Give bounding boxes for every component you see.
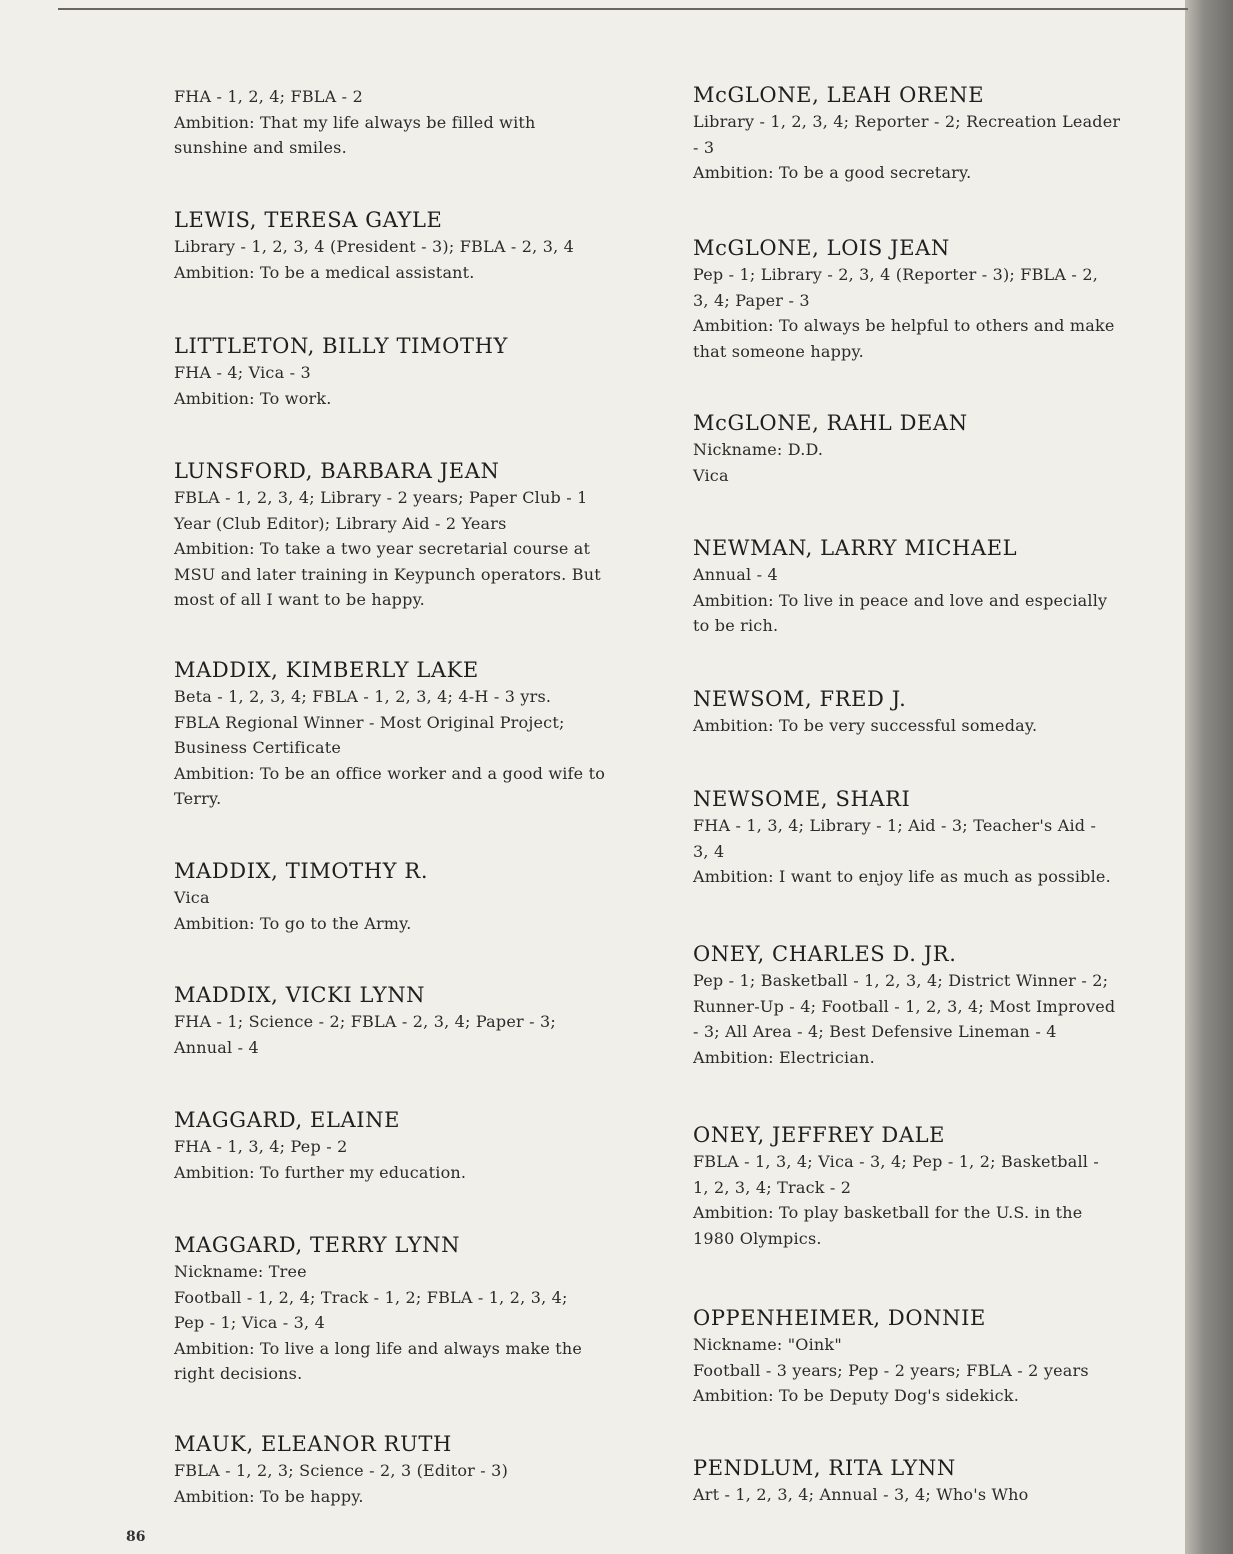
senior-entry bbox=[693, 534, 1163, 639]
senior-entry bbox=[174, 457, 659, 613]
entry-detail-line: Ambition: To be happy. bbox=[174, 1486, 364, 1506]
senior-entry bbox=[174, 332, 659, 411]
entry-detail-line: that someone happy. bbox=[693, 341, 864, 361]
entry-detail-line: Football - 3 years; Pep - 2 years; FBLA - 2 years bbox=[693, 1360, 1089, 1380]
entry-detail-line: Library - 1, 2, 3, 4 (President - 3); FBLA - 2, 3, 4 bbox=[174, 237, 575, 256]
entry-detail-line: Art - 1, 2, 3, 4; Annual - 3, 4; Who's Who bbox=[693, 1485, 1029, 1504]
entry-detail-line: Pep - 1; Library - 2, 3, 4 (Reporter - 3); FBLA - 2, bbox=[693, 265, 1098, 284]
entry-detail-line: MSU and later training in Keypunch operators. But bbox=[174, 564, 601, 584]
entry-detail-line: Vica bbox=[693, 465, 729, 485]
entry-detail-line: to be rich. bbox=[693, 616, 779, 635]
entry-detail-line: Ambition: To be very successful someday. bbox=[693, 716, 1038, 735]
entry-detail-line: Ambition: To take a two year secretarial course at bbox=[174, 539, 591, 558]
student-name: MAGGARD, TERRY LYNN bbox=[174, 1233, 461, 1257]
entry-detail-line: Year (Club Editor); Library Aid - 2 Years bbox=[174, 513, 507, 533]
entry-detail-line: FHA - 1; Science - 2; FBLA - 2, 3, 4; Paper - 3; bbox=[174, 1012, 556, 1031]
entry-detail-line: 1, 2, 3, 4; Track - 2 bbox=[693, 1177, 852, 1197]
senior-entry bbox=[693, 785, 1163, 890]
entry-detail-line: Annual - 4 bbox=[693, 565, 778, 584]
entry-detail-line: FBLA Regional Winner - Most Original Project; bbox=[174, 712, 565, 732]
entry-detail-line: 3, 4 bbox=[693, 841, 725, 861]
entry-detail-line: Ambition: To work. bbox=[174, 388, 332, 408]
senior-entry bbox=[693, 1304, 1163, 1409]
student-name: MAUK, ELEANOR RUTH bbox=[174, 1432, 452, 1456]
senior-entry bbox=[174, 656, 659, 812]
entry-detail-line: Ambition: To be a medical assistant. bbox=[174, 262, 475, 282]
entry-detail-line: Nickname: Tree bbox=[174, 1262, 307, 1281]
senior-entry bbox=[174, 1231, 659, 1387]
entry-detail-line: FHA - 1, 3, 4; Library - 1; Aid - 3; Teacher's Aid - bbox=[693, 816, 1097, 835]
entry-detail-line: Business Certificate bbox=[174, 738, 342, 757]
entry-detail-line: Football - 1, 2, 4; Track - 1, 2; FBLA - 1, 2, 3, 4; bbox=[174, 1287, 568, 1307]
entry-detail-line: Ambition: I want to enjoy life as much as possible. bbox=[693, 867, 1111, 886]
entry-detail-line: right decisions. bbox=[174, 1364, 303, 1383]
student-name: OPPENHEIMER, DONNIE bbox=[693, 1306, 986, 1330]
student-name: McGLONE, RAHL DEAN bbox=[693, 411, 968, 435]
page-number: 86 bbox=[126, 1529, 146, 1545]
senior-entry bbox=[693, 1454, 1163, 1508]
entry-detail-line: Ambition: To be a good secretary. bbox=[693, 163, 972, 182]
senior-entry bbox=[174, 1430, 659, 1509]
entry-detail-line: Ambition: To go to the Army. bbox=[174, 913, 412, 933]
entry-detail-line: Pep - 1; Vica - 3, 4 bbox=[174, 1313, 325, 1332]
entry-detail-line: Ambition: To live in peace and love and especially bbox=[693, 590, 1108, 610]
entry-detail-line: - 3 bbox=[693, 137, 715, 157]
student-name: MADDIX, VICKI LYNN bbox=[174, 983, 426, 1007]
senior-entry bbox=[693, 1121, 1163, 1251]
student-name: MADDIX, TIMOTHY R. bbox=[174, 859, 429, 883]
entry-detail-line: FBLA - 1, 3, 4; Vica - 3, 4; Pep - 1, 2; Basketball - bbox=[693, 1152, 1100, 1171]
senior-entry bbox=[174, 206, 659, 285]
student-name: NEWMAN, LARRY MICHAEL bbox=[693, 536, 1018, 560]
entry-detail-line: Pep - 1; Basketball - 1, 2, 3, 4; District Winner - 2; bbox=[693, 971, 1109, 990]
student-name: McGLONE, LOIS JEAN bbox=[693, 236, 950, 260]
entry-detail-line: Vica bbox=[174, 888, 210, 907]
entry-detail-line: sunshine and smiles. bbox=[174, 138, 347, 157]
entry-detail-line: 1980 Olympics. bbox=[693, 1228, 822, 1248]
entry-detail-line: 3, 4; Paper - 3 bbox=[693, 290, 810, 310]
entry-detail-line: Library - 1, 2, 3, 4; Reporter - 2; Recreation Leader bbox=[693, 112, 1121, 131]
entry-detail-line: Ambition: That my life always be filled with bbox=[174, 112, 536, 132]
senior-entry bbox=[174, 857, 659, 936]
entry-detail-line: Beta - 1, 2, 3, 4; FBLA - 1, 2, 3, 4; 4-H - 3 yrs. bbox=[174, 687, 552, 706]
entry-detail-line: Ambition: To live a long life and always make the bbox=[174, 1338, 583, 1358]
entry-detail-line: Nickname: "Oink" bbox=[693, 1335, 842, 1354]
student-name: MAGGARD, ELAINE bbox=[174, 1108, 401, 1132]
entry-detail-line: - 3; All Area - 4; Best Defensive Lineman - 4 bbox=[693, 1022, 1057, 1041]
entry-detail-line: Ambition: To always be helpful to others and make bbox=[693, 316, 1115, 335]
student-name: LUNSFORD, BARBARA JEAN bbox=[174, 459, 500, 483]
entry-detail-line: most of all I want to be happy. bbox=[174, 590, 425, 609]
entry-detail-line: FBLA - 1, 2, 3; Science - 2, 3 (Editor - 3) bbox=[174, 1461, 509, 1480]
entry-detail-line: Ambition: To play basketball for the U.S. in the bbox=[693, 1203, 1083, 1222]
entry-detail-line: Ambition: To be an office worker and a good wife to bbox=[174, 763, 606, 783]
entry-detail-line: FHA - 1, 2, 4; FBLA - 2 bbox=[174, 87, 363, 106]
senior-entry bbox=[174, 981, 659, 1060]
student-name: ONEY, CHARLES D. JR. bbox=[693, 942, 957, 966]
student-name: LEWIS, TERESA GAYLE bbox=[174, 208, 443, 232]
entry-detail-line: Runner-Up - 4; Football - 1, 2, 3, 4; Most Improved bbox=[693, 996, 1116, 1016]
senior-entry bbox=[693, 940, 1163, 1070]
entry-detail-line: FHA - 1, 3, 4; Pep - 2 bbox=[174, 1137, 348, 1156]
page-binding-edge bbox=[1185, 0, 1233, 1554]
student-name: McGLONE, LEAH ORENE bbox=[693, 83, 985, 107]
entry-detail-line: Annual - 4 bbox=[174, 1037, 259, 1057]
entry-detail-line: Terry. bbox=[174, 789, 222, 808]
senior-entry bbox=[693, 81, 1163, 186]
student-name: ONEY, JEFFREY DALE bbox=[693, 1123, 946, 1147]
senior-entry bbox=[174, 84, 659, 161]
entry-detail-line: Ambition: To be Deputy Dog's sidekick. bbox=[693, 1386, 1019, 1405]
senior-entry bbox=[174, 1106, 659, 1185]
student-name: NEWSOM, FRED J. bbox=[693, 687, 907, 711]
top-rule bbox=[58, 8, 1188, 10]
senior-entry bbox=[693, 685, 1163, 739]
entry-detail-line: Ambition: Electrician. bbox=[693, 1047, 875, 1067]
entry-detail-line: FHA - 4; Vica - 3 bbox=[174, 363, 311, 382]
student-name: PENDLUM, RITA LYNN bbox=[693, 1456, 956, 1480]
entry-detail-line: Ambition: To further my education. bbox=[174, 1162, 467, 1182]
senior-entry bbox=[693, 409, 1163, 488]
student-name: NEWSOME, SHARI bbox=[693, 787, 911, 811]
entry-detail-line: Nickname: D.D. bbox=[693, 440, 824, 459]
senior-entry bbox=[693, 234, 1163, 364]
student-name: LITTLETON, BILLY TIMOTHY bbox=[174, 334, 508, 358]
student-name: MADDIX, KIMBERLY LAKE bbox=[174, 658, 479, 682]
entry-detail-line: FBLA - 1, 2, 3, 4; Library - 2 years; Paper Club - 1 bbox=[174, 488, 588, 507]
